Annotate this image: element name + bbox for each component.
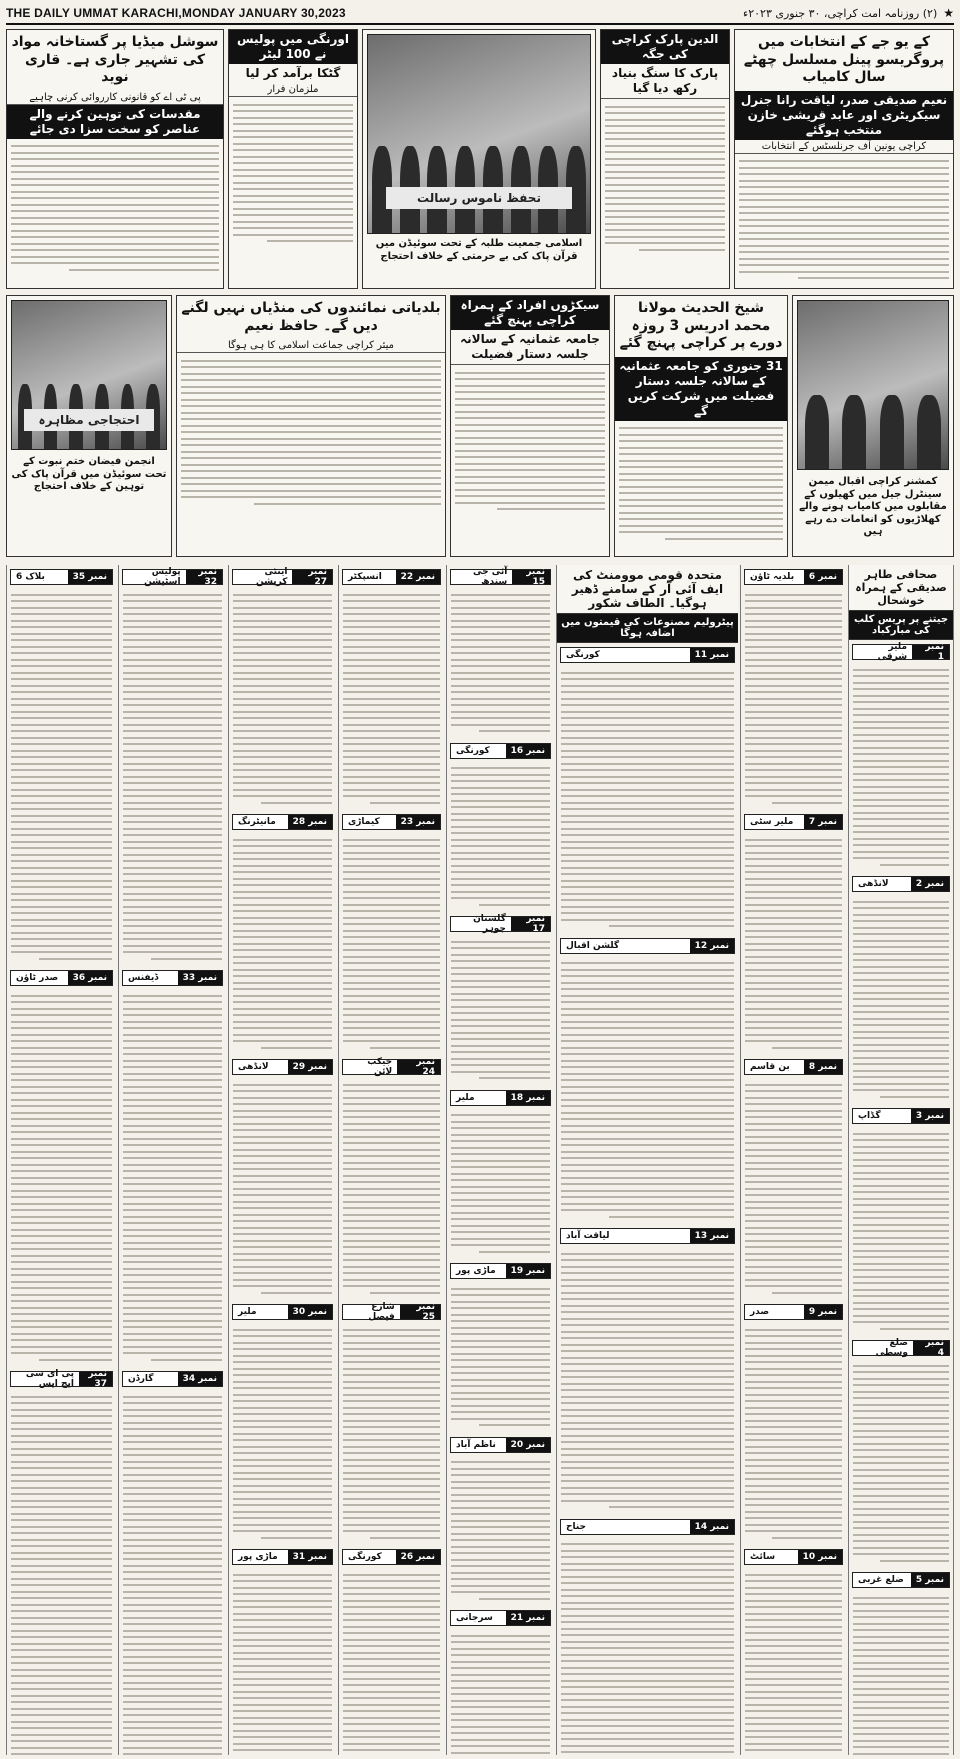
constituency-tag: [342, 569, 441, 585]
constituency-text: [447, 1455, 554, 1607]
headline: کے یو جے کے انتخابات میں پروگریسو پینل مسلسل چھٹے سال کامیاب: [743, 34, 945, 85]
protest-banner: تحفظ ناموس رسالت: [386, 187, 573, 209]
constituency-title: گارڈن: [128, 1374, 154, 1384]
constituency-title: سرجانی: [456, 1613, 493, 1623]
constituency-number: نمبر 16: [506, 744, 550, 758]
photo-caption: اسلامی جمعیت طلبہ کے تحت سوئیڈن میں قرآن پاک کی بے حرمتی کے خلاف احتجاج: [375, 238, 583, 262]
constituency-tag: [232, 569, 333, 585]
constituency-title: شارع فیصل: [368, 1302, 395, 1322]
constituency-tag: [232, 1059, 333, 1075]
column-headline: متحدہ قومی موومنٹ کی ایف آئی آر کے سامنے ڈھیر ہوگیا۔ الطاف شکور: [557, 565, 738, 614]
headline-line2: گٹکا برآمد کر لیا: [245, 66, 341, 80]
constituency-tag: [10, 1371, 113, 1387]
constituency-text: [339, 1567, 444, 1755]
column-5: [446, 565, 554, 1755]
constituency-title: مانیٹرنگ: [238, 817, 276, 827]
constituency-title: گڈاپ: [858, 1111, 881, 1121]
constituency-text: [7, 988, 116, 1367]
subheadline: ملزمان فرار: [229, 83, 357, 97]
constituency-number: نمبر 20: [506, 1438, 550, 1452]
constituency-title: لانڈھی: [858, 879, 889, 889]
story-text: [7, 139, 223, 278]
constituency-text: [229, 1077, 336, 1300]
constituency-title: پولیس اسٹیشن: [144, 567, 181, 587]
story-social-media: [6, 29, 224, 289]
column-3: [228, 565, 336, 1755]
constituency-title: ملیر: [456, 1092, 475, 1103]
constituency-tag: [744, 1059, 843, 1075]
headline-line2: جامعہ عثمانیہ کے سالانہ جلسہ دستار فضیلت: [451, 330, 609, 365]
constituency-tag: [342, 1304, 441, 1320]
constituency-number: نمبر 33: [178, 971, 222, 985]
constituency-tag: [560, 1228, 735, 1244]
constituency-text: [7, 1389, 116, 1755]
story-text: [229, 97, 357, 249]
story-hafiz-naeem: [176, 295, 446, 557]
constituency-text: [447, 761, 554, 913]
constituency-text: [741, 832, 846, 1055]
constituency-number: نمبر 34: [178, 1372, 222, 1386]
story-text: [601, 99, 729, 257]
constituency-tag: [450, 1610, 551, 1626]
masthead: [6, 3, 954, 25]
constituency-title: کورنگی: [348, 1552, 382, 1562]
constituency-number: نمبر 26: [396, 1550, 440, 1564]
top-news-section: [6, 29, 954, 559]
constituency-text: [339, 1077, 444, 1300]
constituency-number: نمبر 31: [288, 1550, 332, 1564]
protest-photo: [367, 34, 591, 234]
column-headline: صحافی طاہر صدیقی کے ہمراہ خوشحال: [849, 565, 953, 611]
constituency-text: [849, 894, 953, 1104]
constituency-number: نمبر 14: [690, 1520, 734, 1534]
headline: اورنگی میں پولیس نے 100 لیٹر: [229, 30, 357, 64]
constituency-number: نمبر 24: [397, 1060, 440, 1074]
constituency-tag: [852, 644, 950, 660]
constituency-title: لیاقت آباد: [566, 1231, 610, 1241]
constituency-number: نمبر 21: [506, 1611, 550, 1625]
constituency-text: [741, 1077, 846, 1300]
story-karachi-arrival: [450, 295, 610, 557]
star-icon: ★: [943, 6, 954, 20]
constituency-tag: [122, 569, 223, 585]
constituency-title: بلدیہ ٹاؤن: [750, 572, 795, 582]
constituency-text: [557, 1246, 738, 1515]
constituency-number: نمبر 23: [396, 815, 440, 829]
headline: سیکڑوں افراد کے ہمراہ کراچی پہنچ گئے: [451, 296, 609, 330]
constituency-text: [119, 988, 226, 1367]
constituency-number: نمبر 6: [804, 570, 842, 584]
headline: الدین پارک کراچی کی جگہ: [601, 30, 729, 64]
protest-photo: [11, 300, 167, 450]
story-text: [615, 421, 787, 547]
constituency-number: نمبر 3: [911, 1109, 949, 1123]
constituency-tag: [560, 1519, 735, 1535]
masthead-urdu-date: (۲) روزنامہ امت کراچی، ۳۰ جنوری ۲۰۲۳ء: [743, 6, 938, 20]
subheadline: میئر کراچی جماعت اسلامی کا ہی ہوگا: [177, 339, 445, 353]
constituency-text: [339, 587, 444, 810]
story-text: [451, 365, 609, 517]
constituency-title: ضلع غربی: [858, 1575, 904, 1585]
constituency-number: نمبر 18: [506, 1091, 550, 1105]
story-protest-photo: [362, 29, 596, 289]
subheadline: پی ٹی اے کو قانونی کارروائی کرنی چاہیے: [7, 91, 223, 105]
constituency-number: نمبر 28: [288, 815, 332, 829]
constituency-text: [447, 1628, 554, 1755]
column-7: [740, 565, 846, 1755]
constituency-number: نمبر 13: [690, 1229, 734, 1243]
constituency-title: بلاک 6: [16, 572, 45, 582]
constituency-tag: [744, 569, 843, 585]
column-6: [556, 565, 738, 1755]
constituency-tag: [122, 1371, 223, 1387]
subheadline: کراچی یونین آف جرنلسٹس کے انتخابات: [735, 140, 953, 154]
constituency-number: نمبر 1: [912, 645, 949, 659]
story-text: [735, 154, 953, 286]
constituency-title: سائٹ: [750, 1552, 776, 1562]
constituency-number: نمبر 5: [911, 1573, 949, 1587]
constituency-number: نمبر 10: [798, 1550, 842, 1564]
constituency-title: ماڑی پور: [238, 1552, 278, 1562]
constituency-number: نمبر 4: [913, 1341, 949, 1355]
constituency-tag: [10, 970, 113, 986]
constituency-title: ملیر سٹی: [750, 817, 794, 827]
constituency-text: [119, 1389, 226, 1755]
constituency-text: [229, 1567, 336, 1755]
constituency-text: [7, 587, 116, 966]
constituency-text: [849, 1126, 953, 1336]
constituency-tag: [342, 1549, 441, 1565]
story-kuj-elections: [734, 29, 954, 289]
constituency-number: نمبر 25: [400, 1305, 440, 1319]
constituency-number: نمبر 7: [804, 815, 842, 829]
constituency-title: گلستان جوہر: [473, 914, 506, 934]
constituency-number: نمبر 9: [804, 1305, 842, 1319]
constituency-tag: [10, 569, 113, 585]
column-subheadline: جیتنے پر پریس کلب کی مبارکباد: [849, 611, 953, 640]
constituency-text: [229, 832, 336, 1055]
constituency-title: ضلع وسطی: [875, 1338, 908, 1358]
highlight-line: مقدسات کی توہین کرنے والے عناصر کو سخت سزا دی جائے: [7, 105, 223, 139]
story-commissioner: [792, 295, 954, 557]
constituency-number: نمبر 8: [804, 1060, 842, 1074]
headline: سوشل میڈیا پر گستاخانہ مواد کی تشہیر جاری ہے۔ قاری نوید: [11, 34, 219, 85]
constituency-text: [229, 587, 336, 810]
constituency-title: لانڈھی: [238, 1062, 269, 1072]
story-maulana-idrees: [614, 295, 788, 557]
constituency-tag: [232, 1549, 333, 1565]
constituency-text: [339, 1322, 444, 1545]
constituency-text: [741, 1322, 846, 1545]
constituency-tag: [852, 1108, 950, 1124]
constituency-text: [229, 1322, 336, 1545]
constituency-text: [447, 1108, 554, 1260]
constituency-title: بن قاسم: [750, 1062, 790, 1072]
constituency-title: جناح: [566, 1521, 587, 1532]
constituency-text: [339, 832, 444, 1055]
constituency-tag: [450, 1263, 551, 1279]
headline: شیخ الحدیث مولانا محمد ادریس 3 روزہ دورے پر کراچی پہنچ گئے: [619, 300, 783, 351]
constituency-tag: [122, 970, 223, 986]
constituency-number: نمبر 29: [288, 1060, 332, 1074]
constituency-title: صدر ٹاؤن: [16, 973, 59, 983]
constituency-title: جیکب لائن: [367, 1057, 393, 1077]
constituency-number: نمبر 11: [690, 648, 734, 662]
constituency-tag: [744, 1549, 843, 1565]
constituency-tag: [744, 1304, 843, 1320]
constituency-text: [119, 587, 226, 966]
constituency-tag: [450, 1437, 551, 1453]
column-1: [6, 565, 116, 1755]
constituency-text: [849, 1590, 953, 1755]
highlight-line: نعیم صدیقی صدر، لیاقت رانا جنرل سیکریٹری اور عابد قریشی خازن منتخب ہوگئے: [735, 91, 953, 140]
constituency-number: نمبر 15: [512, 570, 550, 584]
constituency-title: صدر: [750, 1307, 770, 1317]
story-orangi-police: [228, 29, 358, 289]
masthead-title: THE DAILY UMMAT KARACHI,MONDAY JANUARY 30,2023: [6, 6, 346, 20]
constituency-title: انسپکٹر: [348, 572, 382, 582]
column-8: [848, 565, 954, 1755]
constituency-text: [447, 934, 554, 1086]
subheadline: 31 جنوری کو جامعہ عثمانیہ کے سالانہ جلسہ دستار فضیلت میں شرکت کریں گے: [615, 357, 787, 421]
constituency-number: نمبر 22: [396, 570, 440, 584]
constituency-tag: [232, 1304, 333, 1320]
constituency-title: کیماڑی: [348, 817, 380, 827]
constituency-title: اینٹی کرپشن: [255, 567, 288, 587]
constituency-text: [741, 587, 846, 810]
constituency-number: نمبر 30: [288, 1305, 332, 1319]
column-2: [118, 565, 226, 1755]
headline-line2: پارک کا سنگ بنیاد رکھ دیا گیا: [601, 64, 729, 99]
constituency-number: نمبر 36: [68, 971, 112, 985]
column-4: [338, 565, 444, 1755]
constituency-tag: [852, 1572, 950, 1588]
constituency-text: [447, 1281, 554, 1433]
constituency-text: [849, 1358, 953, 1568]
constituency-tag: [450, 916, 551, 932]
constituency-tag: [852, 876, 950, 892]
constituency-title: ناظم آباد: [456, 1439, 496, 1450]
constituency-title: ملیر: [238, 1307, 257, 1317]
constituency-number: نمبر 27: [292, 570, 332, 584]
constituency-title: کورنگی: [566, 650, 600, 660]
constituency-number: نمبر 17: [511, 917, 550, 931]
constituency-tag: [342, 814, 441, 830]
constituency-number: نمبر 2: [911, 877, 949, 891]
constituency-text: [557, 1537, 738, 1756]
constituency-tag: [744, 814, 843, 830]
column-subheadline: پیٹرولیم مصنوعات کی قیمتوں میں اضافہ ہوگا: [557, 614, 738, 643]
story-text: [177, 353, 445, 511]
constituency-number: نمبر 35: [68, 570, 112, 584]
constituency-title: کورنگی: [456, 745, 490, 756]
story-park: [600, 29, 730, 289]
constituency-tag: [450, 1090, 551, 1106]
constituency-text: [447, 587, 554, 739]
constituency-number: نمبر 32: [186, 570, 222, 584]
constituency-title: آئی جی سندھ: [472, 567, 508, 587]
constituency-tag: [450, 743, 551, 759]
constituency-tag: [342, 1059, 441, 1075]
constituency-text: [849, 662, 953, 872]
photo-caption: انجمن فیضان ختم نبوت کے تحت سوئیڈن میں قرآن پاک کی توہین کے خلاف احتجاج: [11, 456, 167, 492]
constituency-tag: [560, 647, 735, 663]
photo-caption: کمشنر کراچی اقبال میمن سینٹرل جیل میں کھیلوں کے مقابلوں میں کامیاب ہونے والے کھلاڑیوں کو انعامات دے رہے ہیں: [799, 476, 947, 537]
constituency-tag: [560, 938, 735, 954]
constituency-text: [557, 956, 738, 1225]
constituency-number: نمبر 19: [506, 1264, 550, 1278]
constituency-tag: [232, 814, 333, 830]
constituency-text: [741, 1567, 846, 1755]
constituency-tag: [852, 1340, 950, 1356]
constituency-columns: [6, 565, 954, 1755]
protest-banner: احتجاجی مظاہرہ: [24, 409, 153, 431]
constituency-text: [557, 665, 738, 934]
constituency-title: پی ای سی ایچ ایس: [25, 1369, 74, 1389]
constituency-title: ملیر شرقی: [877, 642, 908, 662]
constituency-number: نمبر 12: [690, 939, 734, 953]
constituency-number: نمبر 37: [79, 1372, 112, 1386]
constituency-title: ڈیفنس: [128, 973, 159, 983]
constituency-title: ماڑی پور: [456, 1266, 496, 1276]
constituency-tag: [450, 569, 551, 585]
award-photo: [797, 300, 949, 470]
headline: بلدیاتی نمائندوں کی منڈیاں نہیں لگنے دیں گے۔ حافظ نعیم: [181, 300, 441, 334]
constituency-title: گلشن اقبال: [566, 940, 620, 951]
story-anjuman-protest: [6, 295, 172, 557]
